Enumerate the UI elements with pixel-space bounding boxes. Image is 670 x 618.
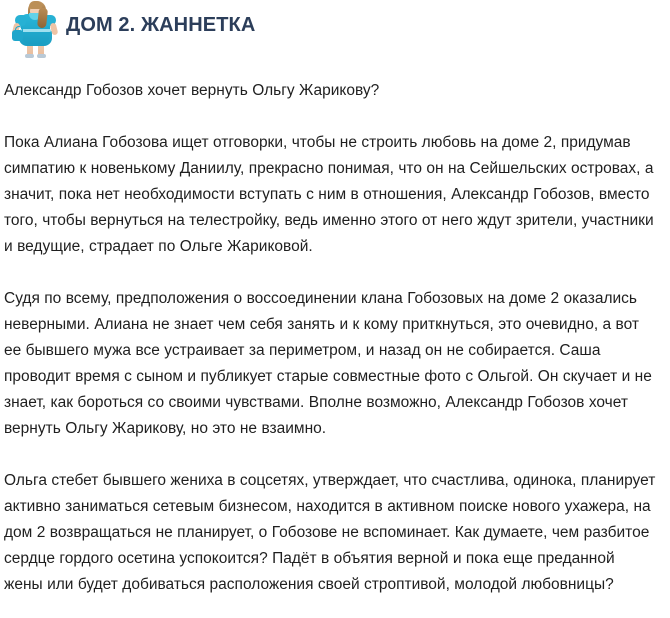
figure-handbag	[12, 30, 23, 41]
site-section-title: ДОМ 2. ЖАННЕТКА	[66, 14, 256, 36]
article-headline: Александр Гобозов хочет вернуть Ольгу Жарикову?	[4, 82, 380, 99]
article-paragraph-2: Судя по всему, предположения о воссоединении клана Гобозовых на доме 2 оказались неверными. Алиана не знает чем себя занять и к кому приткнуться, это очевидно, а вот ее бывшего мужа все устраивает за периметром, и назад он не собирается. Саша проводит время с сыном и публикует старые совместные фото с Ольгой. Он скучает и не знает, как бороться со своими чувствами. Вполне возможно, Александр Гобозов хочет вернуть Ольгу Жарикову, но это не взаимно.	[4, 290, 652, 437]
article-paragraph-1: Пока Алиана Гобозова ищет отговорки, чтобы не строить любовь на доме 2, придумав симпатию к новенькому Даниилу, прекрасно понимая, что он на Сейшельских островах, а значит, пока нет необходимости вступать с ним в отношения, Александр Гобозов, вместо того, чтобы вернуться на телестройку, ведь именно этого от него ждут зрители, участники и ведущие, страдает по Ольге Жариковой.	[4, 134, 654, 255]
article-header	[0, 0, 670, 60]
figure-belt	[20, 29, 51, 32]
author-thumbnail-image	[12, 0, 59, 58]
figure-right-shoe	[37, 54, 46, 58]
article-body	[4, 78, 656, 598]
figure-left-shoe	[25, 54, 34, 58]
woman-figure-illustration	[12, 0, 59, 58]
article-paragraph-3: Ольга стебет бывшего жениха в соцсетях, утверждает, что счастлива, одинока, планирует активно заниматься сетевым бизнесом, находится в активном поиске нового ухажера, на дом 2 возвращаться не планирует, о Гобозове не вспоминает. Как думаете, чем разбитое сердце гордого осетина успокоится? Падёт в объятия верной и пока еще преданной жены или будет добиваться расположения своей строптивой, молодой любовницы?	[4, 472, 656, 593]
